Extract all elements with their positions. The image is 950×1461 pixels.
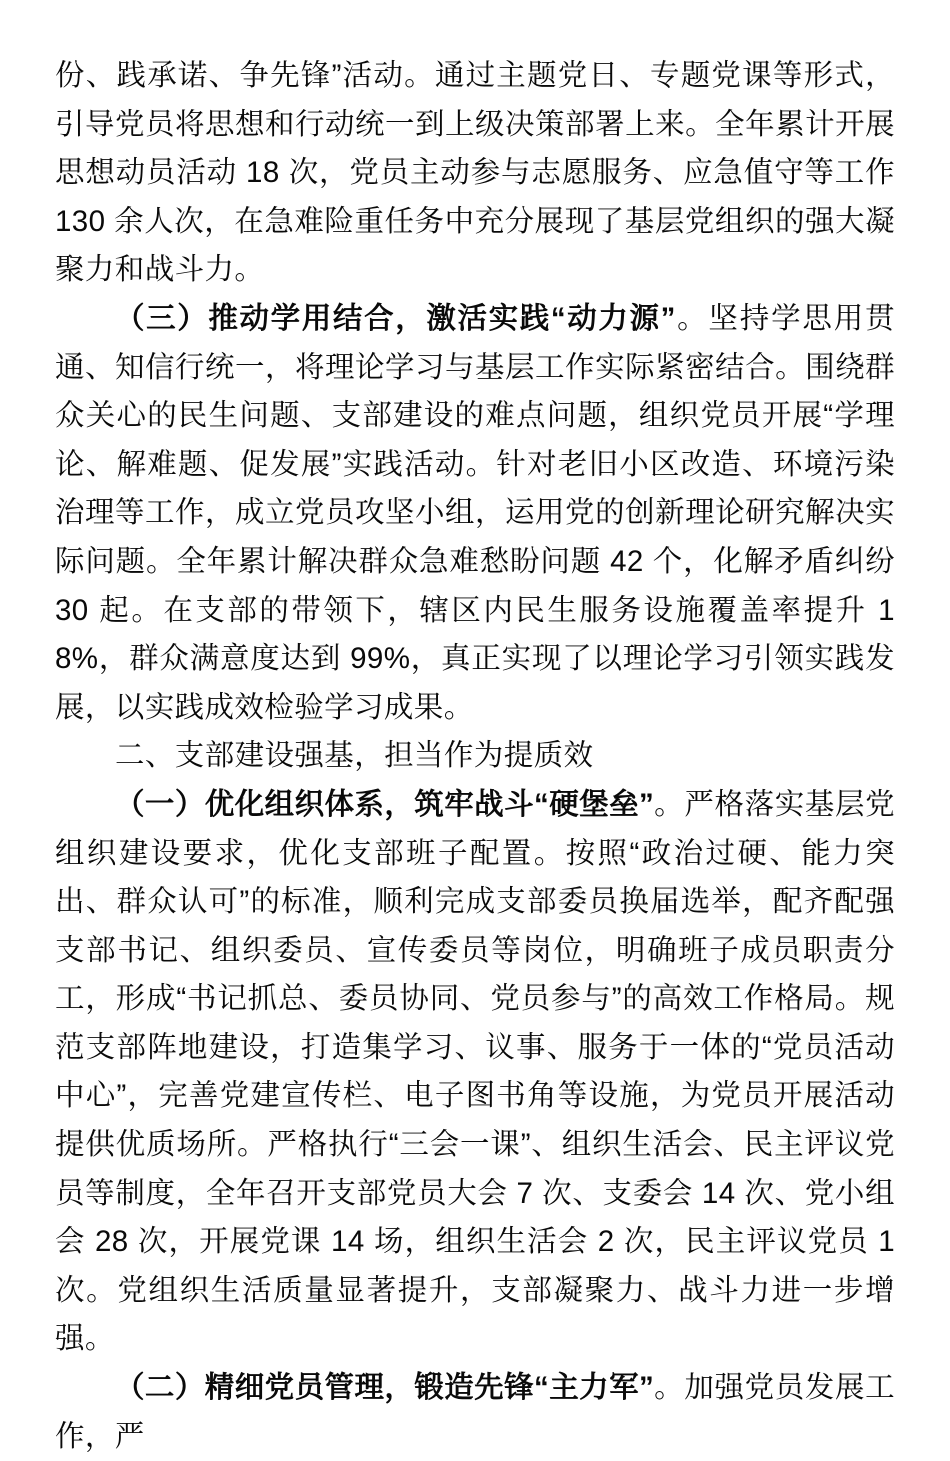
paragraph-section-1-3 bbox=[55, 295, 895, 732]
paragraph-body-text: 。严格落实基层党组织建设要求，优化支部班子配置。按照“政治过硬、能力突出、群众认可”的标准，顺利完成支部委员换届选举，配齐配强支部书记、组织委员、宣传委员等岗位，明确班子成员职责分工，形成“书记抓总、委员协同、党员参与”的高效工作格局。规范支部阵地建设，打造集学习、议事、服务于一体的“党员活动中心”，完善党建宣传栏、电子图书角等设施，为党员开展活动提供优质场所。严格执行“三会一课”、组织生活会、民主评议党员等制度，全年召开支部党员大会 7 次、支委会 14 次、党小组会 28 次，开展党课 14 场，组织生活会 2 次，民主评议党员 1 次。党组织生活质量显著提升，支部凝聚力、战斗力进一步增强。 bbox=[55, 787, 895, 1356]
paragraph-bold-lead: （一）优化组织体系，筑牢战斗“硬堡垒” bbox=[115, 787, 654, 821]
paragraph-body-text: 。坚持学思用贯通、知信行统一，将理论学习与基层工作实际紧密结合。围绕群众关心的民生问题、支部建设的难点问题，组织党员开展“学理论、解难题、促发展”实践活动。针对老旧小区改造、环境污染治理等工作，成立党员攻坚小组，运用党的创新理论研究解决实际问题。全年累计解决群众急难愁盼问题 42 个，化解矛盾纠纷 30 起。在支部的带领下，辖区内民生服务设施覆盖率提升 18%，群众满意度达到 99%，真正实现了以理论学习引领实践发展，以实践成效检验学习成果。 bbox=[55, 301, 895, 724]
paragraph-section-2-1 bbox=[55, 781, 895, 1364]
heading-section-2: 二、支部建设强基，担当作为提质效 bbox=[115, 739, 594, 773]
paragraph-continued: 份、践承诺、争先锋”活动。通过主题党日、专题党课等形式，引导党员将思想和行动统一到上级决策部署上来。全年累计开展思想动员活动 18 次，党员主动参与志愿服务、应急值守等工作 130 余人次，在急难险重任务中充分展现了基层党组织的强大凝聚力和战斗力。 bbox=[55, 59, 895, 287]
document-body bbox=[55, 52, 895, 1461]
paragraph-body-text: 。加强党员发展工作，严 bbox=[55, 1371, 895, 1453]
paragraph-bold-lead: （二）精细党员管理，锻造先锋“主力军” bbox=[115, 1371, 654, 1405]
paragraph-bold-lead: （三）推动学用结合，激活实践“动力源” bbox=[115, 301, 676, 335]
paragraph-section-2-2 bbox=[55, 1364, 895, 1461]
